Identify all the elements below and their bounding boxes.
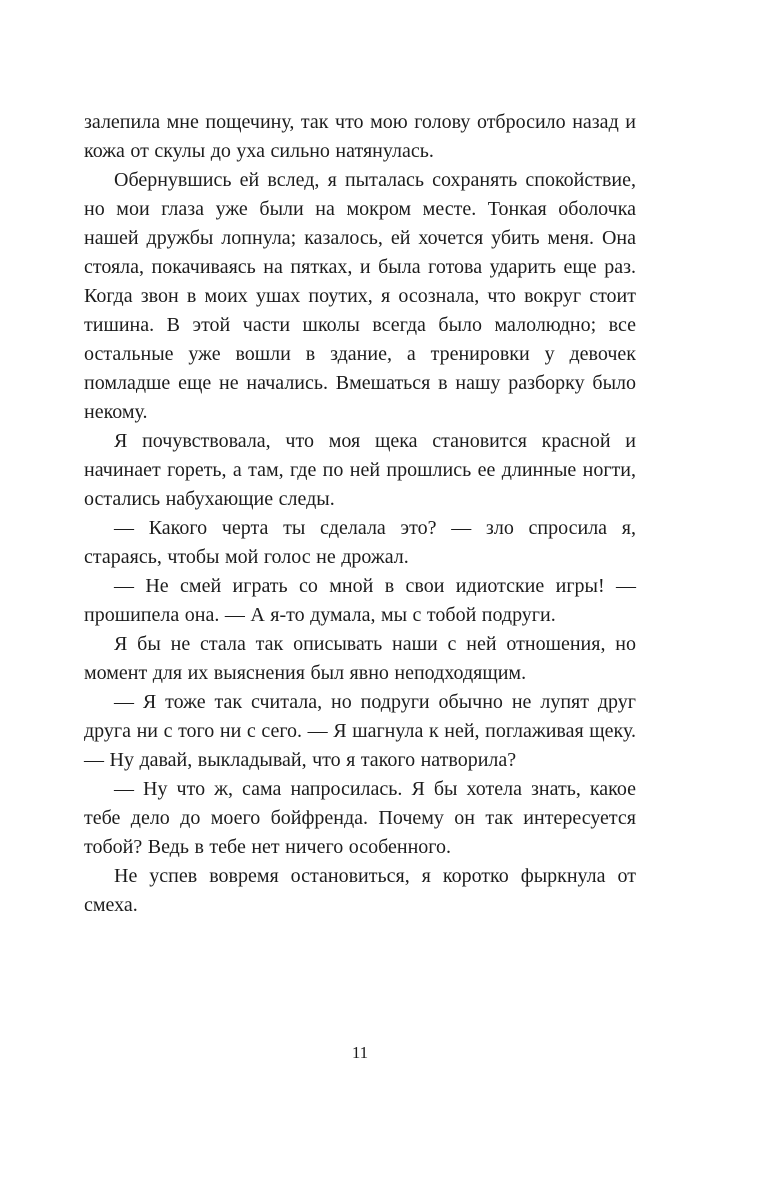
paragraph: Обернувшись ей вслед, я пыталась сохранять спокойствие, но мои глаза уже были на мокром месте. Тонкая оболочка нашей дружбы лопнула; казалось, ей хочется убить меня. Она стояла, покачиваясь на пятках, и была готова ударить еще раз. Когда звон в моих ушах поутих, я осознала, что вокруг стоит тишина. В этой части школы всегда было малолюдно; все остальные уже вошли в здание, а тренировки у девочек помладше еще не начались. Вмешаться в нашу разборку было некому. [84,169,636,423]
paragraph: залепила мне пощечину, так что мою голову отбросило назад и кожа от скулы до уха сильно натянулась. [84,111,636,162]
paragraph: Я почувствовала, что моя щека становится красной и начинает гореть, а там, где по ней прошлись ее длинные ногти, остались набухающие следы. [84,430,636,510]
paragraph: — Я тоже так считала, но подруги обычно не лупят друг друга ни с того ни с сего. — Я шагнула к ней, поглаживая щеку. — Ну давай, выкладывай, что я такого натворила? [84,691,636,771]
page-number: 11 [351,1043,369,1062]
paragraph: Я бы не стала так описывать наши с ней отношения, но момент для их выяснения был явно неподходящим. [84,633,636,684]
paragraph: — Какого черта ты сделала это? — зло спросила я, стараясь, чтобы мой голос не дрожал. [84,517,636,568]
paragraph: Не успев вовремя остановиться, я коротко фыркнула от смеха. [84,865,636,916]
paragraph: — Ну что ж, сама напросилась. Я бы хотела знать, какое тебе дело до моего бойфренда. Почему он так интересуется тобой? Ведь в тебе нет ничего особенного. [84,778,636,858]
paragraph: — Не смей играть со мной в свои идиотские игры! — прошипела она. — А я-то думала, мы с тобой подруги. [84,575,636,626]
text-block [84,108,636,920]
